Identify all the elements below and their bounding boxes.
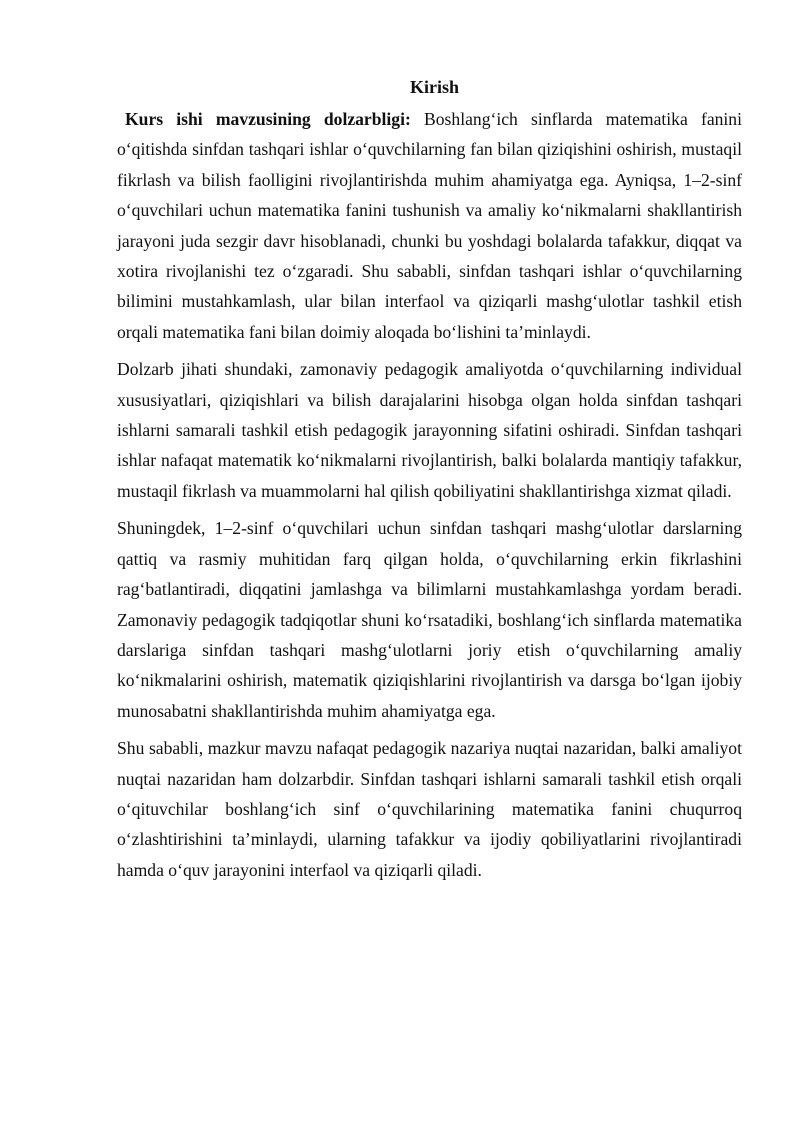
paragraph-3: Shuningdek, 1–2-sinf o‘quvchilari uchun sinfdan tashqari mashg‘ulotlar darslarning qattiq va rasmiy muhitidan farq qilgan holda, o‘quvchilarning erkin fikrlashini rag‘batlantiradi, diqqatini jamlashga va bilimlarni mustahkamlashga yordam beradi. Zamonaviy pedagogik tadqiqotlar shuni ko‘rsatadiki, boshlang‘ich sinflarda matematika darslariga sinfdan tashqari mashg‘ulotlarni joriy etish o‘quvchilarning amaliy ko‘nikmalarini oshirish, matematik qiziqishlarini rivojlantirish va darsga bo‘lgan ijobiy munosabatni shakllantirishda muhim ahamiyatga ega. (117, 518, 742, 721)
document-page (117, 74, 742, 892)
paragraph-4: Shu sababli, mazkur mavzu nafaqat pedagogik nazariya nuqtai nazaridan, balki amaliyot nuqtai nazaridan ham dolzarbdir. Sinfdan tashqari ishlarni samarali tashkil etish orqali o‘qituvchilar boshlang‘ich sinf o‘quvchilarining matematika fanini chuqurroq o‘zlashtirishini ta’minlaydi, ularning tafakkur va ijodiy qobiliyatlarini rivojlantiradi hamda o‘quv jarayonini interfaol va qiziqarli qiladi. (117, 738, 742, 880)
paragraph-2: Dolzarb jihati shundaki, zamonaviy pedagogik amaliyotda o‘quvchilarning individual xususiyatlari, qiziqishlari va bilish darajalarini hisobga olgan holda sinfdan tashqari ishlarni samarali tashkil etish pedagogik jarayonning sifatini oshiradi. Sinfdan tashqari ishlar nafaqat matematik ko‘nikmalarni rivojlantirish, balki bolalarda mantiqiy tafakkur, mustaqil fikrlash va muammolarni hal qilish qobiliyatini shakllantirishga xizmat qiladi. (117, 359, 742, 501)
lead-label: Kurs ishi mavzusining dolzarbligi: (125, 109, 411, 129)
paragraph-1 (117, 104, 742, 347)
paragraph-1-text: Boshlang‘ich sinflarda matematika fanini o‘qitishda sinfdan tashqari ishlar o‘quvchilarning fan bilan qiziqishini oshirish, mustaqil fikrlash va bilish faolligini rivojlantirishda muhim ahamiyatga ega. Ayniqsa, 1–2-sinf o‘quvchilari uchun matematika fanini tushunish va amaliy ko‘nikmalarni shakllantirish jarayoni juda sezgir davr hisoblanadi, chunki bu yoshdagi bolalarda tafakkur, diqqat va xotira rivojlanishi tez o‘zgaradi. Shu sababli, sinfdan tashqari ishlar o‘quvchilarning bilimini mustahkamlash, ular bilan interfaol va qiziqarli mashg‘ulotlar tashkil etish orqali matematika fani bilan doimiy aloqada bo‘lishini ta’minlaydi. (117, 109, 742, 342)
page-title: Kirish (409, 77, 459, 97)
